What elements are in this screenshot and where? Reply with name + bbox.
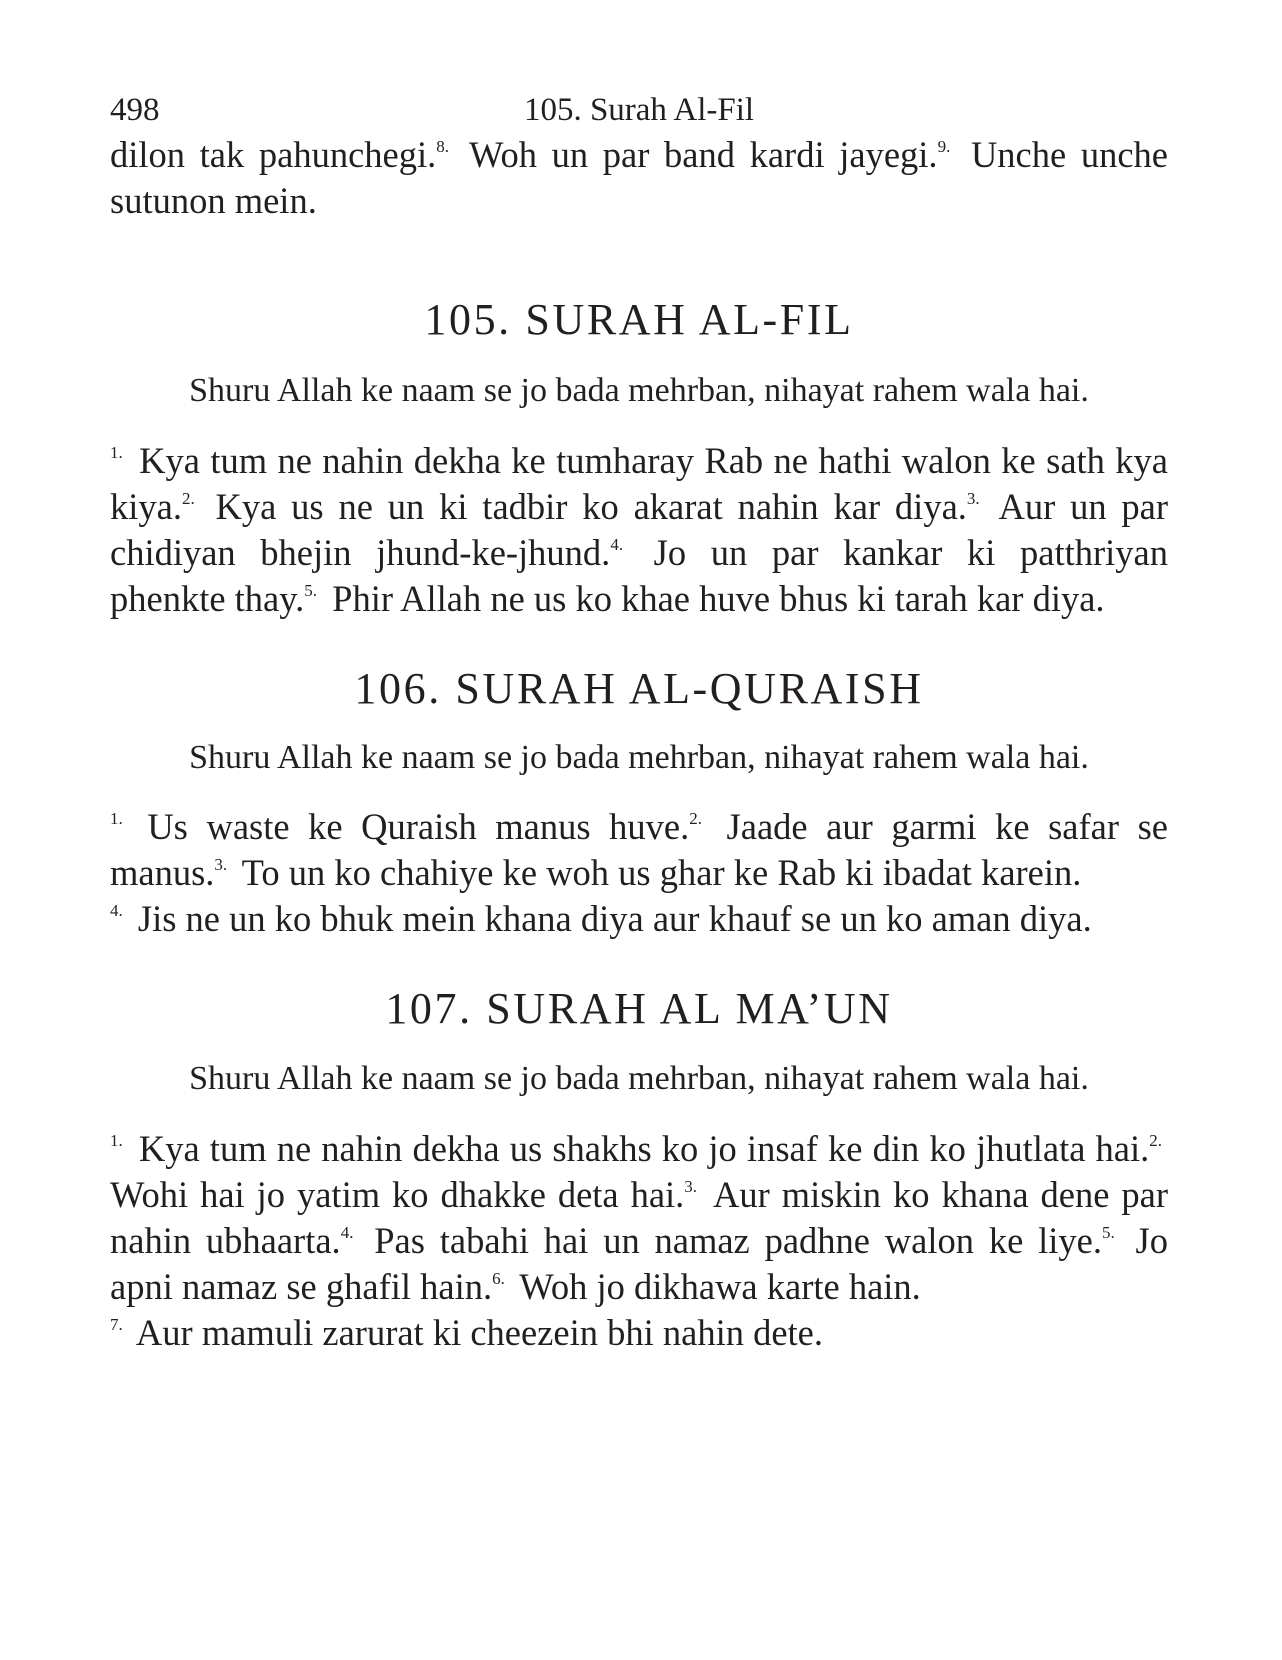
verse-number: 3. — [966, 489, 980, 508]
verse-number: 6. — [492, 1269, 505, 1288]
running-title: 105. Surah Al-Fil — [523, 92, 755, 128]
surah-heading-107: 107. SURAH AL MA’UN — [385, 984, 893, 1033]
verse-number: 7. — [110, 1315, 123, 1334]
verse-text: Kya tum ne nahin dekha us shakhs ko jo insaf ke din ko jhutlata hai. — [128, 1128, 1150, 1169]
running-header — [110, 88, 1168, 132]
page-number: 498 — [110, 92, 160, 128]
surah-106-verses — [110, 804, 1168, 942]
verse-text: Kya us ne un ki tadbir ko akarat nahin kar diya. — [200, 486, 967, 527]
verse-number: 8. — [436, 137, 450, 156]
surah-heading-106: 106. SURAH AL-QURAISH — [354, 664, 924, 713]
verse-number: 1. — [110, 1131, 123, 1150]
continuation-text: dilon tak pahunchegi. — [110, 134, 437, 175]
verse-number: 5. — [1101, 1223, 1115, 1242]
verse-text: Us waste ke Quraish manus huve. — [128, 806, 690, 847]
bismillah-line: Shuru Allah ke naam se jo bada mehrban, nihayat rahem wala hai. — [189, 372, 1089, 409]
verse-text: To un ko chahiye ke woh us ghar ke Rab ki ibadat karein. — [233, 852, 1082, 893]
verse-number: 3. — [684, 1177, 698, 1196]
verse-text: Kya tum ne nahin dekha ke tumharay Rab ne hathi walon ke sath kya kiya. — [110, 440, 1168, 527]
continuation-paragraph — [110, 132, 1168, 224]
verse-number: 1. — [110, 809, 123, 828]
verse-number: 2. — [1149, 1131, 1162, 1150]
continuation-text: Woh un par band kardi jayegi. — [455, 134, 938, 175]
verse-number: 2. — [689, 809, 702, 828]
verse-text: Woh jo dikhawa karte hain. — [510, 1266, 921, 1307]
surah-heading-105: 105. SURAH AL-FIL — [424, 295, 854, 344]
surah-105-verses — [110, 438, 1168, 622]
verse-text: Jo un par kankar ki patthriyan phenkte thay. — [110, 532, 1168, 619]
verse-text: Aur miskin ko khana dene par nahin ubhaarta. — [110, 1174, 1168, 1261]
verse-number: 9. — [937, 137, 951, 156]
verse-number: 3. — [214, 855, 228, 874]
verse-text: Jaade aur garmi ke safar se manus. — [110, 806, 1168, 893]
bismillah-line: Shuru Allah ke naam se jo bada mehrban, nihayat rahem wala hai. — [189, 1060, 1089, 1097]
verse-number: 4. — [610, 535, 624, 554]
bismillah-line: Shuru Allah ke naam se jo bada mehrban, nihayat rahem wala hai. — [189, 739, 1089, 776]
verse-text: Wohi hai jo yatim ko dhakke deta hai. — [110, 1174, 685, 1215]
verse-number: 1. — [110, 443, 123, 462]
book-page — [110, 88, 1168, 1356]
verse-number: 2. — [181, 489, 195, 508]
verse-number: 5. — [304, 581, 318, 600]
verse-text: Aur mamuli zarurat ki cheezein bhi nahin dete. — [128, 1312, 823, 1353]
surah-107-verses — [110, 1126, 1168, 1356]
verse-number: 4. — [340, 1223, 354, 1242]
continuation-text: Unche unche sutunon mein. — [110, 134, 1168, 221]
verse-text: Jo apni namaz se ghafil hain. — [110, 1220, 1168, 1307]
verse-text: Jis ne un ko bhuk mein khana diya aur khauf se un ko aman diya. — [128, 898, 1092, 939]
verse-text: Pas tabahi hai un namaz padhne walon ke liye. — [359, 1220, 1102, 1261]
verse-text: Phir Allah ne us ko khae huve bhus ki tarah kar diya. — [323, 578, 1105, 619]
verse-number: 4. — [110, 901, 123, 920]
verse-text: Aur un par chidiyan bhejin jhund-ke-jhund. — [110, 486, 1168, 573]
